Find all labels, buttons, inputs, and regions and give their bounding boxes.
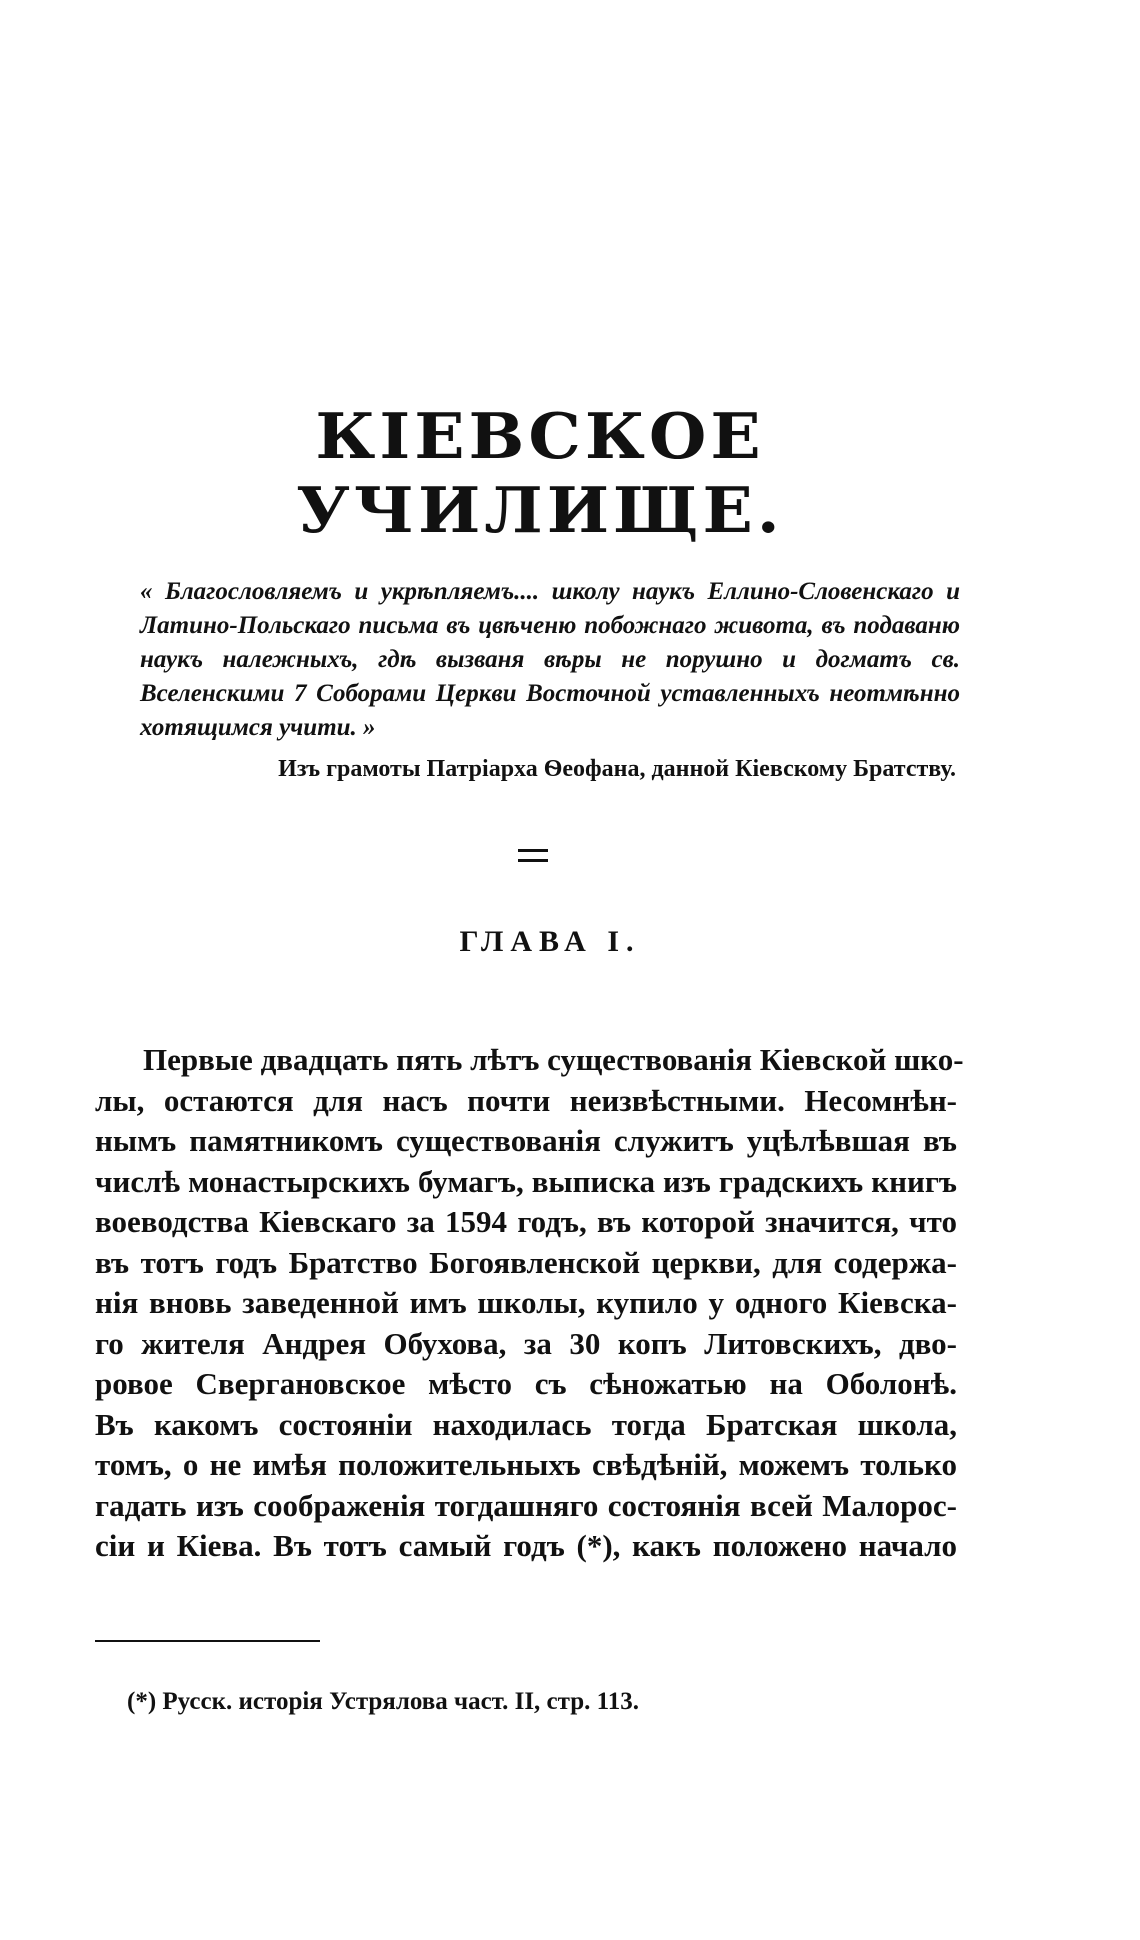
page-title: КІЕВСКОЕ УЧИЛИЩЕ. <box>296 398 784 548</box>
body-paragraph <box>95 1040 964 1567</box>
body-line: гадать изъ соображенія тогдашняго состоянія всей Малорос- <box>95 1487 957 1523</box>
body-line: сіи и Кіева. Въ тотъ самый годъ (*), какъ положено начало <box>95 1528 957 1563</box>
body-line: числѣ монастырскихъ бумагъ, выписка изъ градскихъ книгъ <box>95 1163 957 1199</box>
body-line: ровое Свергановское мѣсто съ сѣножатью на Оболонѣ. <box>95 1366 957 1401</box>
epigraph-attribution: Изъ грамоты Патріарха Ѳеофана, данной Кіевскому Братству. <box>278 756 956 782</box>
section-divider <box>518 849 548 869</box>
epigraph-quote: « Благословляемъ и укрѣпляемъ.... школу наукъ Еллино-Словенскаго и Латино-Польскаго письма въ цвѣченю побожнаго живота, въ подаваню наукъ належныхъ, гдѣ вызваня вѣры не порушно и догматъ св. Вселенскими 7 Соборами Церкви Восточной уставленныхъ неотмѣнно хотящимся учити. » <box>140 578 960 741</box>
body-line: томъ, о не имѣя положительныхъ свѣдѣній, можемъ только <box>95 1447 957 1482</box>
body-line: въ тотъ годъ Братство Богоявленской церкви, для содержа- <box>95 1244 957 1280</box>
chapter-heading: ГЛАВА I. <box>459 925 641 958</box>
body-line: Въ какомъ состояніи находилась тогда Братская школа, <box>95 1406 957 1442</box>
footnote: (*) Русск. исторія Устрялова част. II, стр. 113. <box>127 1688 639 1715</box>
body-line: лы, остаются для насъ почти неизвѣстными. Несомнѣн- <box>95 1082 957 1118</box>
body-line: воеводства Кіевскаго за 1594 годъ, въ которой значится, что <box>95 1204 957 1239</box>
body-line: Первые двадцать пять лѣтъ существованія Кіевской шко- <box>143 1042 964 1077</box>
footnote-rule <box>95 1640 320 1642</box>
body-line: нія вновь заведенной имъ школы, купило у одного Кіевска- <box>95 1285 957 1320</box>
body-line: нымъ памятникомъ существованія служитъ уцѣлѣвшая въ <box>95 1123 957 1158</box>
body-line: го жителя Андрея Обухова, за 30 копъ Литовскихъ, дво- <box>95 1325 957 1361</box>
